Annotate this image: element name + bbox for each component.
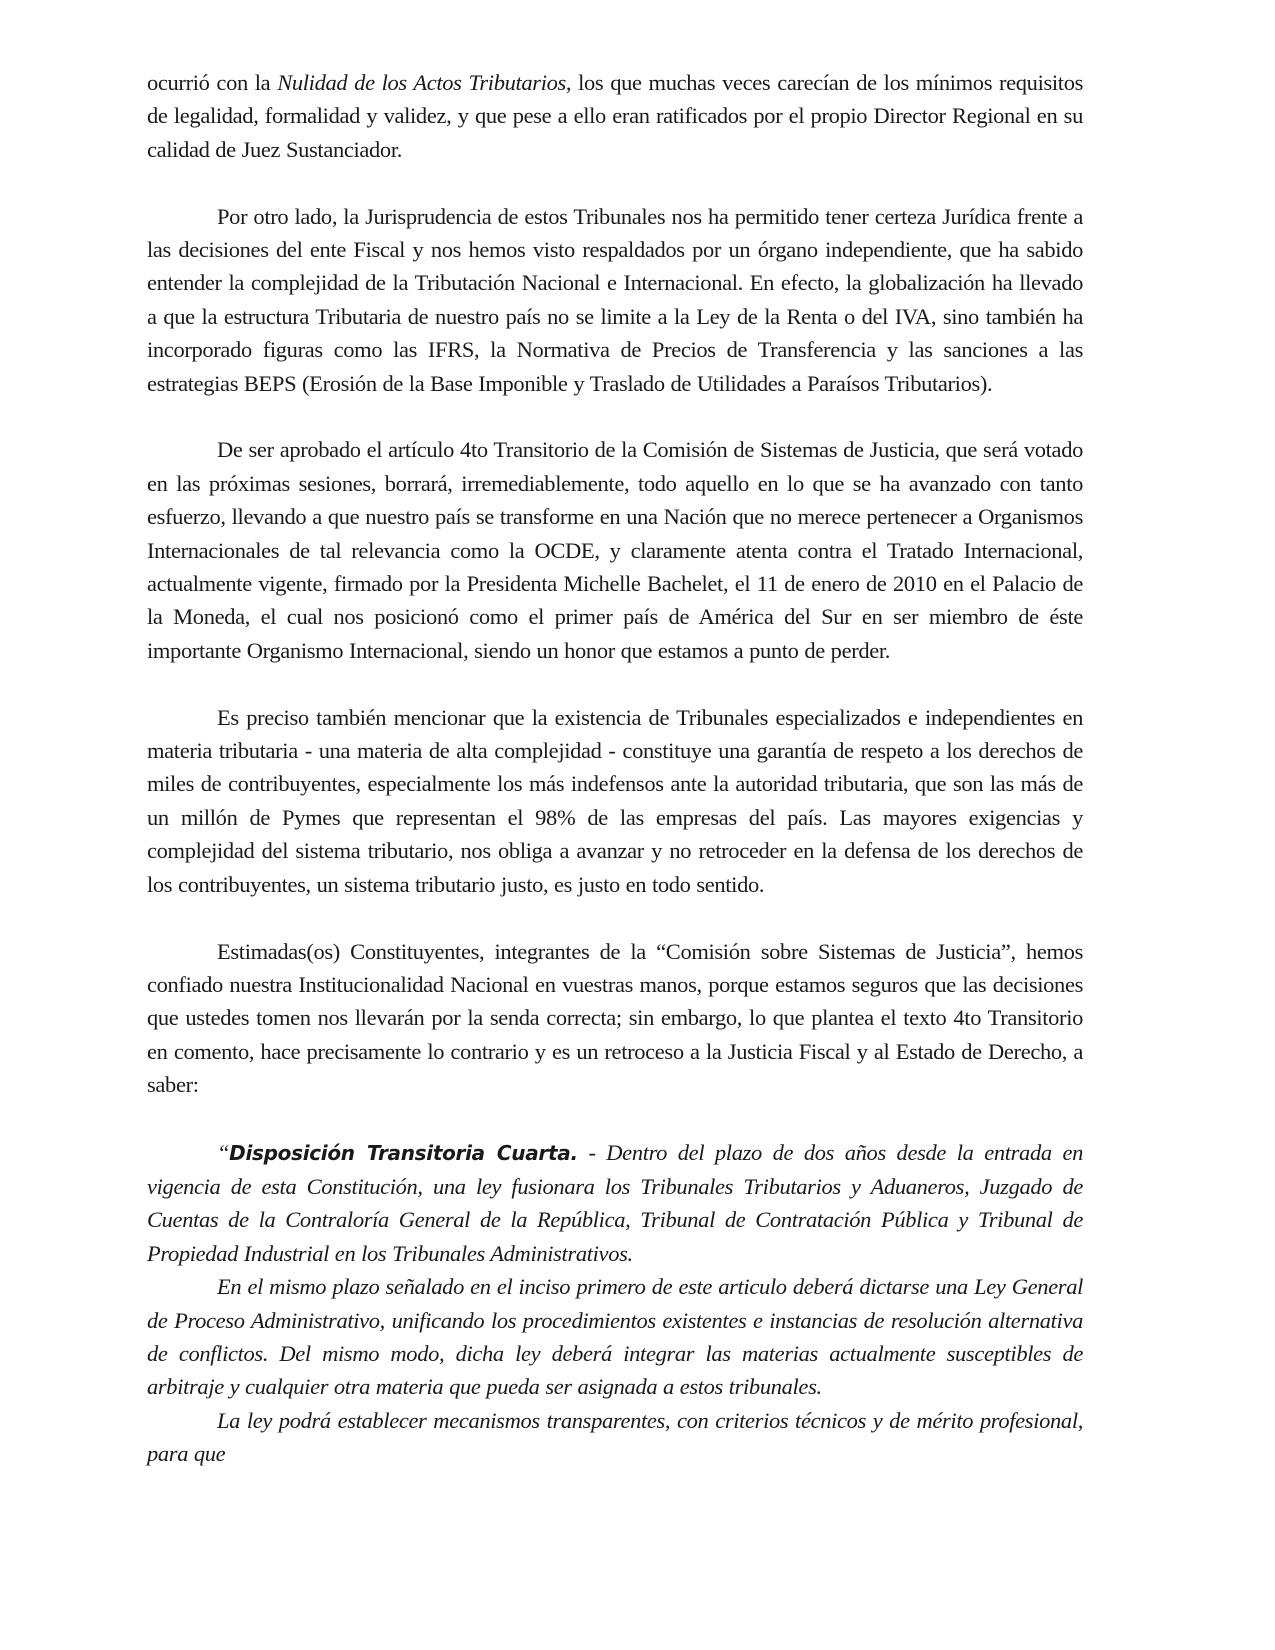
quote-paragraph-1 bbox=[147, 1136, 1083, 1271]
paragraph-1 bbox=[147, 66, 1083, 166]
italic-term: Nulidad de los Actos Tributarios bbox=[277, 70, 566, 95]
quote-paragraph-2: En el mismo plazo señalado en el inciso primero de este articulo deberá dictarse una Ley General de Proceso Administrativo, unificando los procedimientos existentes e instancias de resolución alternativa de conflictos. Del mismo modo, dicha ley deberá integrar las materias actualmente susceptibles de arbitraje y cualquier otra materia que pueda ser asignada a estos tribunales. bbox=[147, 1274, 1083, 1400]
quoted-provision bbox=[147, 1136, 1083, 1471]
provision-heading: Disposición Transitoria Cuarta. bbox=[229, 1140, 578, 1165]
quote-paragraph-1-text: - Dentro del plazo de dos años desde la entrada en vigencia de esta Constitución, una ley fusionara los Tribunales Tributarios y Aduaneros, Juzgado de Cuentas de la Contraloría General de la República, Tribunal de Contratación Pública y Tribunal de Propiedad Industrial en los Tribunales Administrativos. bbox=[147, 1139, 1083, 1266]
paragraph-5: Estimadas(os) Constituyentes, integrantes de la “Comisión sobre Sistemas de Justicia”, hemos confiado nuestra Institucionalidad Nacional en vuestras manos, porque estamos seguros que las decisiones que ustedes tomen nos llevarán por la senda correcta; sin embargo, lo que plantea el texto 4to Transitorio en comento, hace precisamente lo contrario y es un retroceso a la Justicia Fiscal y al Estado de Derecho, a saber: bbox=[147, 938, 1083, 1098]
paragraph-4: Es preciso también mencionar que la existencia de Tribunales especializados e independientes en materia tributaria - una materia de alta complejidad - constituye una garantía de respeto a los derechos de miles de contribuyentes, especialmente los más indefensos ante la autoridad tributaria, que son las más de un millón de Pymes que representan el 98% de las empresas del país. Las mayores exigencias y complejidad del sistema tributario, nos obliga a avanzar y no retroceder en la defensa de los derechos de los contribuyentes, un sistema tributario justo, es justo en todo sentido. bbox=[147, 704, 1083, 897]
open-quote-mark: “ bbox=[217, 1139, 230, 1165]
paragraph-1-text-cont: , los que muchas veces carecían de los mínimos requisitos de legalidad, formalidad y validez, y que pese a ello eran ratificados por el propio Director Regional en su calidad de Juez Sustanciador. bbox=[147, 70, 1083, 162]
document-page bbox=[147, 66, 1083, 1471]
quote-paragraph-3: La ley podrá establecer mecanismos transparentes, con criterios técnicos y de mérito profesional, para que bbox=[147, 1407, 1083, 1467]
paragraph-1-text: ocurrió con la bbox=[147, 70, 278, 95]
paragraph-2: Por otro lado, la Jurisprudencia de estos Tribunales nos ha permitido tener certeza Jurídica frente a las decisiones del ente Fiscal y nos hemos visto respaldados por un órgano independiente, que ha sabido entender la complejidad de la Tributación Nacional e Internacional. En efecto, la globalización ha llevado a que la estructura Tributaria de nuestro país no se limite a la Ley de la Renta o del IVA, sino también ha incorporado figuras como las IFRS, la Normativa de Precios de Transferencia y las sanciones a las estrategias BEPS (Erosión de la Base Imponible y Traslado de Utilidades a Paraísos Tributarios). bbox=[147, 203, 1083, 396]
paragraph-3: De ser aprobado el artículo 4to Transitorio de la Comisión de Sistemas de Justicia, que será votado en las próximas sesiones, borrará, irremediablemente, todo aquello en lo que se ha avanzado con tanto esfuerzo, llevando a que nuestro país se transforme en una Nación que no merece pertenecer a Organismos Internacionales de tal relevancia como la OCDE, y claramente atenta contra el Tratado Internacional, actualmente vigente, firmado por la Presidenta Michelle Bachelet, el 11 de enero de 2010 en el Palacio de la Moneda, el cual nos posicionó como el primer país de América del Sur en ser miembro de éste importante Organismo Internacional, siendo un honor que estamos a punto de perder. bbox=[147, 437, 1083, 663]
